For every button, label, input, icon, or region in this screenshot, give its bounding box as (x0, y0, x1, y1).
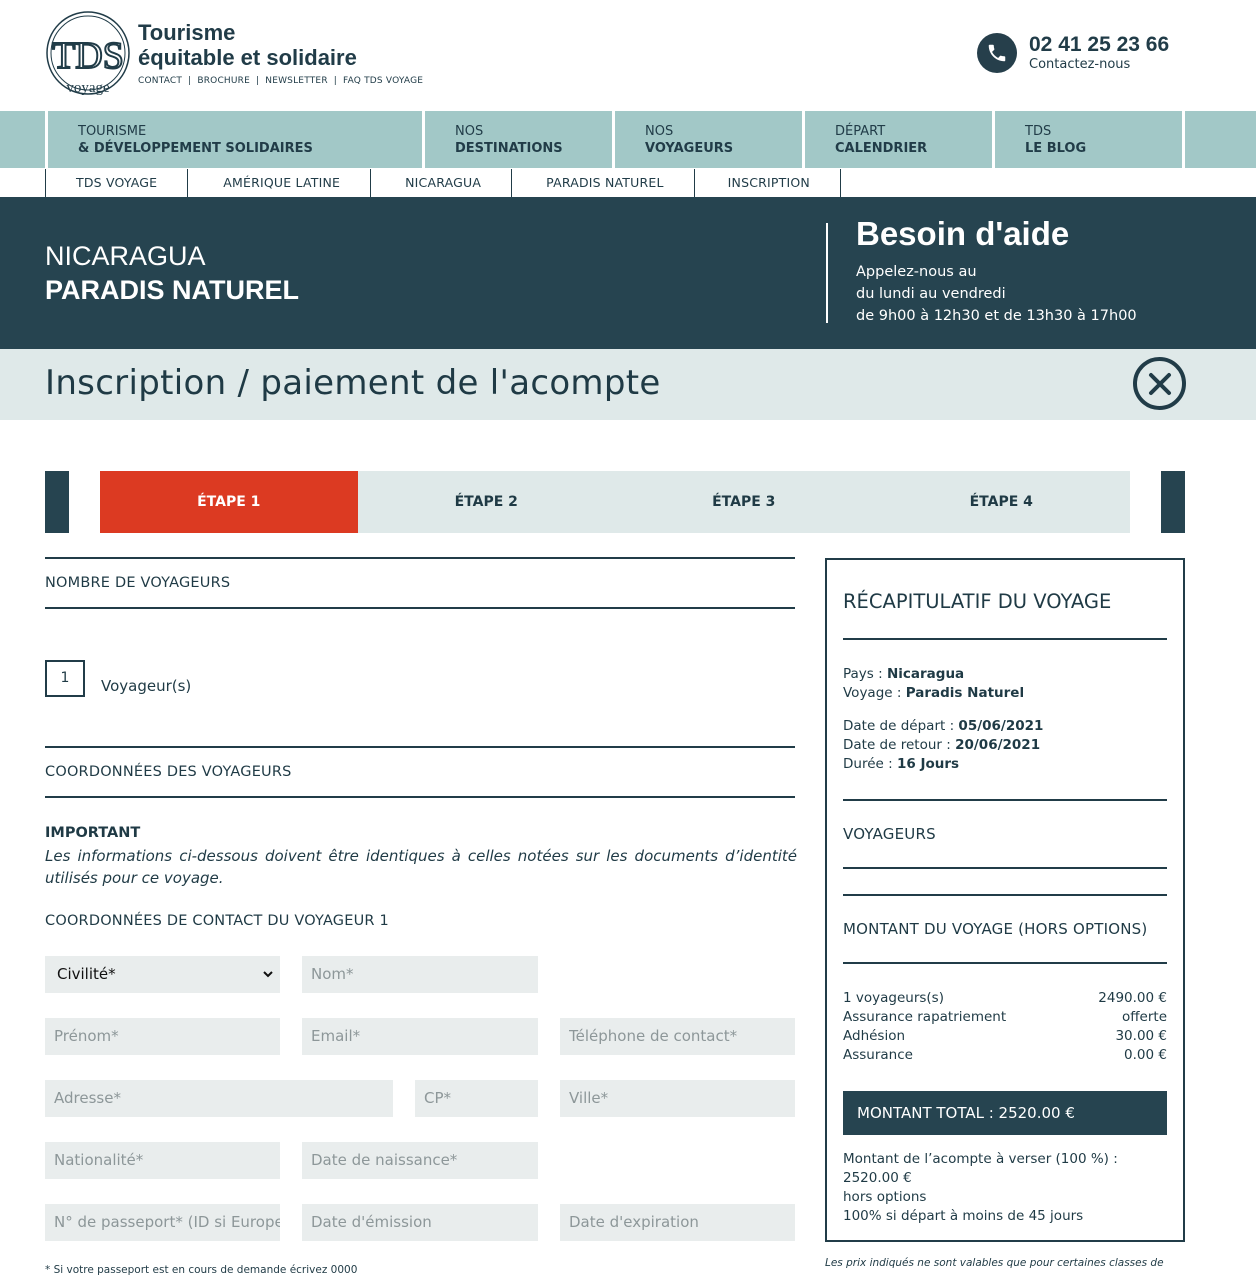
link-faq[interactable]: FAQ TDS VOYAGE (343, 76, 424, 86)
section-title-coords: COORDONNÉES DES VOYAGEURS (45, 764, 292, 780)
link-separator: | (333, 76, 338, 86)
price-value: offerte (1121, 1009, 1167, 1025)
price-value: 2490.00 € (1098, 990, 1167, 1006)
summary-pays (843, 665, 964, 684)
breadcrumb-item[interactable]: AMÉRIQUE LATINE (188, 169, 371, 197)
nav-item-line1: TOURISME (78, 124, 147, 139)
breadcrumb-item[interactable]: TDS VOYAGE (45, 169, 188, 197)
nav-item-line1: NOS (645, 124, 674, 139)
phone-subtitle: Contactez-nous (1029, 57, 1131, 72)
title-bar (0, 349, 1256, 420)
ville-field[interactable] (560, 1080, 795, 1117)
help-title: Besoin d'aide (856, 215, 1070, 252)
step-tabs (100, 471, 1130, 533)
help-line: Appelez-nous au (856, 264, 977, 280)
section-divider (45, 746, 795, 748)
passeport-field[interactable] (45, 1204, 280, 1241)
summary-divider (843, 962, 1167, 964)
summary-duree (843, 755, 959, 774)
step-2-tab[interactable]: ÉTAPE 2 (454, 494, 518, 510)
section-divider (45, 557, 795, 559)
nav-item-line1: DÉPART (835, 124, 886, 139)
section-divider (45, 607, 795, 609)
civilite-value: Civilité* (57, 965, 116, 983)
price-row (843, 1009, 1167, 1025)
summary-pays-label: Pays : (843, 666, 887, 682)
logo-text: TDS (52, 35, 124, 77)
summary-voyage-label: Voyage : (843, 685, 906, 701)
logo-sub: voyage (66, 80, 110, 96)
section-title-travelers: NOMBRE DE VOYAGEURS (45, 575, 231, 591)
steps-prev-cap (45, 471, 69, 533)
summary-title: RÉCAPITULATIF DU VOYAGE (843, 590, 1112, 613)
main-nav (0, 111, 1256, 168)
civilite-select[interactable] (45, 956, 280, 993)
date-expiration-field[interactable] (560, 1204, 795, 1241)
nav-item-line2: LE BLOG (1025, 141, 1087, 156)
traveler-count-input[interactable]: 1 (45, 660, 85, 697)
nav-spacer-left (0, 111, 45, 168)
nav-item-line1: NOS (455, 124, 484, 139)
phone-contact[interactable] (977, 33, 1169, 73)
nav-item-blog[interactable] (995, 111, 1182, 168)
nav-item-voyageurs[interactable] (615, 111, 802, 168)
summary-divider (843, 867, 1167, 869)
summary-voyage (843, 684, 1024, 703)
summary-divider (843, 638, 1167, 640)
summary-retour-label: Date de retour : (843, 737, 956, 753)
date-naissance-field[interactable] (302, 1142, 538, 1179)
close-icon (1147, 371, 1173, 397)
nav-item-line2: & DÉVELOPPEMENT SOLIDAIRES (78, 141, 313, 156)
important-note: Les informations ci-dessous doivent être identiques à celles notées sur les documents d’identité utilisés pour ce voyage. (45, 847, 797, 887)
step-4-tab[interactable]: ÉTAPE 4 (969, 494, 1033, 510)
adresse-field[interactable] (45, 1080, 393, 1117)
nav-item-calendrier[interactable] (805, 111, 992, 168)
price-value: 30.00 € (1115, 1028, 1167, 1044)
brand-title-line2: équitable et solidaire (138, 45, 357, 70)
price-row (843, 1028, 1167, 1044)
price-label: Adhésion (843, 1028, 906, 1044)
acompte-line: Montant de l’acompte à verser (100 %) : 2520.00 € (843, 1151, 1118, 1186)
step-3-tab[interactable]: ÉTAPE 3 (712, 494, 776, 510)
link-contact[interactable]: CONTACT (138, 76, 183, 86)
summary-depart-value: 05/06/2021 (958, 718, 1044, 734)
breadcrumb-item-current[interactable]: INSCRIPTION (695, 169, 841, 197)
cp-field[interactable] (415, 1080, 538, 1117)
close-button[interactable] (1133, 357, 1186, 410)
summary-retour (843, 736, 1040, 755)
price-label: Assurance (843, 1047, 913, 1063)
nav-item-tourisme[interactable] (48, 111, 422, 168)
link-newsletter[interactable]: NEWSLETTER (265, 76, 328, 86)
acompte-info (843, 1150, 1167, 1226)
summary-voyageurs-title: VOYAGEURS (843, 825, 936, 843)
telephone-field[interactable] (560, 1018, 795, 1055)
brand-title-line1: Tourisme (138, 20, 236, 45)
important-title: IMPORTANT (45, 825, 141, 841)
nationalite-field[interactable] (45, 1142, 280, 1179)
hero-trip: PARADIS NATUREL (45, 275, 299, 305)
header-links (138, 76, 423, 86)
help-line: de 9h00 à 12h30 et de 13h30 à 17h00 (856, 308, 1137, 324)
nav-item-line2: DESTINATIONS (455, 141, 563, 156)
page-title: Inscription / paiement de l'acompte (45, 363, 661, 403)
acompte-line: hors options (843, 1189, 927, 1205)
trip-summary-box (825, 558, 1185, 1242)
price-row (843, 990, 1167, 1006)
email-field[interactable] (302, 1018, 538, 1055)
prenom-field[interactable] (45, 1018, 280, 1055)
link-separator: | (256, 76, 260, 86)
summary-duree-label: Durée : (843, 756, 897, 772)
summary-divider (843, 799, 1167, 801)
total-amount: MONTANT TOTAL : 2520.00 € (843, 1091, 1167, 1135)
nav-item-line2: VOYAGEURS (645, 141, 734, 156)
link-separator: | (188, 76, 192, 86)
nav-item-destinations[interactable] (425, 111, 612, 168)
phone-icon (977, 33, 1017, 73)
steps-next-cap (1161, 471, 1185, 533)
summary-montant-title: MONTANT DU VOYAGE (HORS OPTIONS) (843, 920, 1148, 938)
summary-duree-value: 16 Jours (896, 756, 960, 772)
nav-spacer-right (1185, 111, 1256, 168)
link-brochure[interactable]: BROCHURE (197, 76, 251, 86)
passport-footnote: * Si votre passeport est en cours de demande écrivez 0000 (45, 1264, 358, 1276)
contact-section-title: COORDONNÉES DE CONTACT DU VOYAGEUR 1 (45, 913, 389, 929)
price-label: 1 voyageurs(s) (843, 990, 944, 1006)
nom-field[interactable] (302, 956, 538, 993)
summary-depart (843, 717, 1043, 736)
hero-country: NICARAGUA (45, 241, 206, 271)
acompte-line: 100% si départ à moins de 45 jours (843, 1208, 1084, 1224)
hero-banner (0, 197, 1256, 349)
section-divider (45, 796, 795, 798)
traveler-count-label: Voyageur(s) (101, 677, 192, 695)
summary-divider (843, 894, 1167, 896)
breadcrumb-item[interactable]: PARADIS NATUREL (512, 169, 695, 197)
nav-item-line1: TDS (1025, 124, 1052, 139)
brand-block (138, 20, 423, 86)
step-1-tab[interactable]: ÉTAPE 1 (100, 471, 358, 533)
breadcrumb (45, 169, 841, 197)
phone-number[interactable]: 02 41 25 23 66 (1029, 33, 1170, 56)
price-disclaimer: Les prix indiqués ne sont valables que pour certaines classes de (825, 1257, 1164, 1269)
price-label: Assurance rapatriement (843, 1009, 1007, 1025)
price-value: 0.00 € (1124, 1047, 1167, 1063)
hero-divider (826, 223, 828, 323)
nav-item-line2: CALENDRIER (835, 141, 928, 156)
chevron-down-icon (262, 956, 274, 1008)
summary-voyage-value: Paradis Naturel (905, 685, 1025, 701)
price-row (843, 1047, 1167, 1063)
summary-pays-value: Nicaragua (886, 666, 965, 682)
summary-depart-label: Date de départ : (843, 718, 959, 734)
summary-retour-value: 20/06/2021 (955, 737, 1041, 753)
help-line: du lundi au vendredi (856, 286, 1006, 302)
breadcrumb-item[interactable]: NICARAGUA (371, 169, 512, 197)
tds-logo[interactable] (45, 10, 131, 96)
date-emission-field[interactable] (302, 1204, 538, 1241)
